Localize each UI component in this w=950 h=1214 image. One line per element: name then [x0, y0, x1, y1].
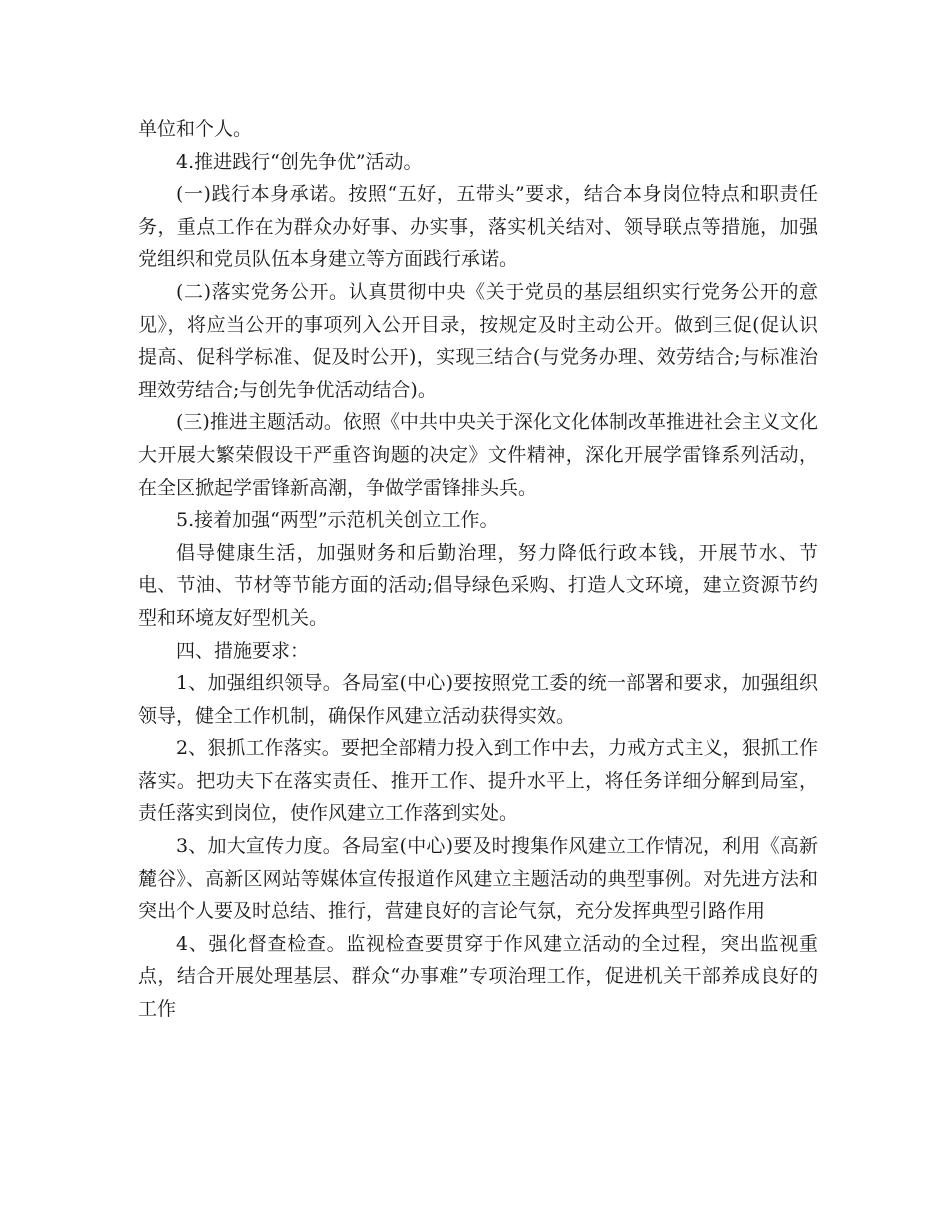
paragraph: (一)践行本身承诺。按照“五好，五带头”要求，结合本身岗位特点和职责任务，重点工作在为群众办好事、办实事，落实机关结对、领导联点等措施，加强党组织和党员队伍本身建立等方面践行承诺。 [138, 183, 818, 271]
paragraph: 倡导健康生活，加强财务和后勤治理，努力降低行政本钱，开展节水、节电、节油、节材等节能方面的活动;倡导绿色采购、打造人文环境，建立资源节约型和环境友好型机关。 [138, 541, 818, 629]
paragraph: 5.接着加强“两型”示范机关创立工作。 [176, 509, 499, 532]
paragraph: 2、狠抓工作落实。要把全部精力投入到工作中去，力戒方式主义，狠抓工作落实。把功夫下在落实责任、推开工作、提升水平上，将任务详细分解到局室，责任落实到岗位，使作风建立工作落到实处。 [138, 737, 818, 825]
document-body [138, 113, 818, 1026]
paragraph: 3、加大宣传力度。各局室(中心)要及时搜集作风建立工作情况，利用《高新麓谷》、高新区网站等媒体宣传报道作风建立主题活动的典型事例。对先进方法和突出个人要及时总结、推行，营建良好的言论气氛，充分发挥典型引路作用 [138, 835, 818, 923]
paragraph: (二)落实党务公开。认真贯彻中央《关于党员的基层组织实行党务公开的意见》，将应当公开的事项列入公开目录，按规定及时主动公开。做到三促(促认识提高、促科学标准、促及时公开)，实现三结合(与党务办理、效劳结合;与标准治理效劳结合;与创先争优活动结合)。 [138, 280, 818, 401]
paragraph: 4、强化督查检查。监视检查要贯穿于作风建立活动的全过程，突出监视重点，结合开展处理基层、群众“办事难”专项治理工作，促进机关干部养成良好的工作 [138, 932, 818, 1021]
section-heading: 四、措施要求： [176, 639, 310, 662]
paragraph: 4.推进践行“创先争优”活动。 [176, 150, 423, 173]
paragraph: 单位和个人。 [138, 118, 253, 140]
paragraph: 1、加强组织领导。各局室(中心)要按照党工委的统一部署和要求，加强组织领导，健全工作机制，确保作风建立活动获得实效。 [138, 672, 818, 727]
paragraph: (三)推进主题活动。依照《中共中央关于深化文化体制改革推进社会主义文化大开展大繁荣假设干严重咨询题的决定》文件精神，深化开展学雷锋系列活动，在全区掀起学雷锋新高潮，争做学雷锋排头兵。 [138, 411, 818, 499]
